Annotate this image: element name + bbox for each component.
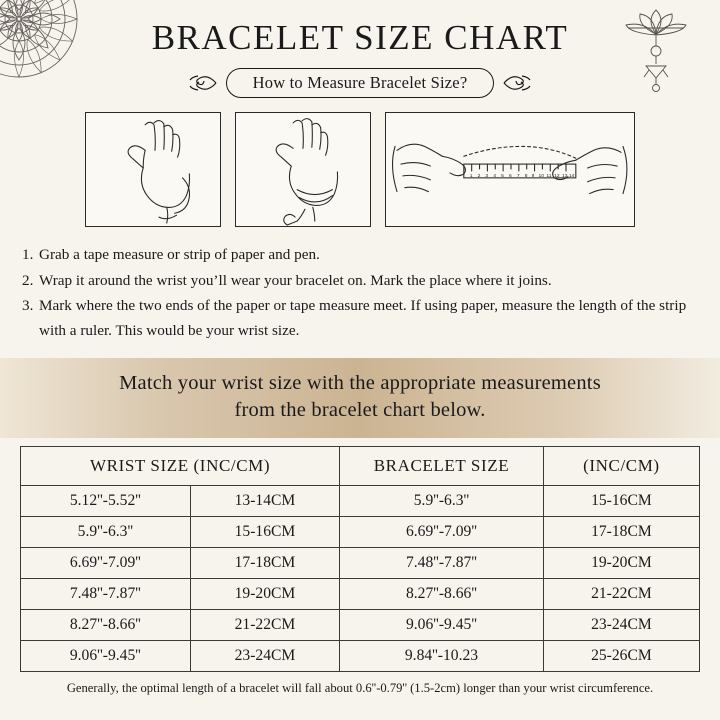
cell-wrist-cm: 19-20CM bbox=[190, 578, 339, 609]
illustration-hand-wrapping-wrist bbox=[235, 112, 371, 227]
header-bracelet-unit: (INC/CM) bbox=[543, 446, 699, 485]
illustration-hand-with-tape-measure bbox=[85, 112, 221, 227]
cell-bracelet-inch: 7.48''-7.87'' bbox=[340, 547, 544, 578]
cell-bracelet-cm: 21-22CM bbox=[543, 578, 699, 609]
svg-text:11: 11 bbox=[546, 173, 552, 179]
svg-text:10: 10 bbox=[538, 173, 544, 179]
cell-wrist-inch: 5.12''-5.52'' bbox=[21, 485, 191, 516]
step-text: Wrap it around the wrist you’ll wear your bracelet on. Mark the place where it joins. bbox=[39, 271, 552, 289]
cell-wrist-cm: 17-18CM bbox=[190, 547, 339, 578]
cell-wrist-inch: 7.48''-7.87'' bbox=[21, 578, 191, 609]
illustration-hands-measuring-with-ruler bbox=[385, 112, 635, 227]
cell-bracelet-cm: 17-18CM bbox=[543, 516, 699, 547]
table-row bbox=[21, 578, 700, 609]
illustration-row bbox=[0, 112, 720, 227]
header-bracelet-size: BRACELET SIZE bbox=[340, 446, 544, 485]
cell-wrist-cm: 15-16CM bbox=[190, 516, 339, 547]
match-size-banner bbox=[0, 358, 720, 438]
svg-text:14: 14 bbox=[568, 173, 575, 179]
cell-bracelet-inch: 9.06''-9.45'' bbox=[340, 609, 544, 640]
step-number: 2. bbox=[22, 271, 34, 289]
svg-text:5: 5 bbox=[501, 173, 504, 179]
header-wrist-size: WRIST SIZE (INC/CM) bbox=[21, 446, 340, 485]
cell-wrist-inch: 6.69''-7.09'' bbox=[21, 547, 191, 578]
flourish-right-icon bbox=[502, 72, 532, 94]
svg-text:2: 2 bbox=[477, 173, 481, 179]
cell-wrist-cm: 21-22CM bbox=[190, 609, 339, 640]
svg-text:13: 13 bbox=[562, 173, 568, 179]
cell-wrist-inch: 5.9''-6.3'' bbox=[21, 516, 191, 547]
cell-bracelet-inch: 5.9''-6.3'' bbox=[340, 485, 544, 516]
instruction-steps bbox=[22, 243, 694, 344]
page-title: BRACELET SIZE CHART bbox=[151, 18, 569, 57]
table-row bbox=[21, 609, 700, 640]
cell-wrist-cm: 23-24CM bbox=[190, 640, 339, 671]
svg-text:3: 3 bbox=[485, 173, 489, 179]
banner-line-1: Match your wrist size with the appropriate measurements bbox=[119, 371, 601, 394]
cell-bracelet-cm: 19-20CM bbox=[543, 547, 699, 578]
svg-text:8: 8 bbox=[524, 173, 528, 179]
list-item bbox=[22, 294, 694, 343]
table-header-row bbox=[21, 446, 700, 485]
cell-wrist-cm: 13-14CM bbox=[190, 485, 339, 516]
svg-text:1: 1 bbox=[469, 173, 473, 179]
cell-wrist-inch: 9.06''-9.45'' bbox=[21, 640, 191, 671]
subtitle-pill: How to Measure Bracelet Size? bbox=[226, 68, 495, 98]
list-item bbox=[22, 243, 694, 268]
cell-wrist-inch: 8.27''-8.66'' bbox=[21, 609, 191, 640]
subtitle-row bbox=[0, 68, 720, 98]
table-row bbox=[21, 516, 700, 547]
svg-text:4: 4 bbox=[493, 173, 497, 179]
banner-line-2: from the bracelet chart below. bbox=[234, 398, 486, 421]
table-row bbox=[21, 547, 700, 578]
table-row bbox=[21, 485, 700, 516]
cell-bracelet-cm: 23-24CM bbox=[543, 609, 699, 640]
footnote: Generally, the optimal length of a bracelet will fall about 0.6''-0.79'' (1.5-2cm) longer than your wrist circumference. bbox=[66, 680, 654, 695]
svg-text:9: 9 bbox=[531, 173, 535, 179]
cell-bracelet-inch: 9.84''-10.23 bbox=[340, 640, 544, 671]
table-row bbox=[21, 640, 700, 671]
svg-text:7: 7 bbox=[516, 173, 520, 179]
cell-bracelet-cm: 15-16CM bbox=[543, 485, 699, 516]
step-text: Mark where the two ends of the paper or tape measure meet. If using paper, measure the length of the strip with a ruler. This would be your wrist size. bbox=[39, 297, 687, 339]
step-number: 1. bbox=[22, 246, 34, 263]
step-number: 3. bbox=[22, 297, 34, 315]
size-table bbox=[20, 446, 700, 672]
svg-text:12: 12 bbox=[554, 173, 560, 179]
svg-text:6: 6 bbox=[509, 173, 512, 179]
cell-bracelet-inch: 6.69''-7.09'' bbox=[340, 516, 544, 547]
flourish-left-icon bbox=[188, 72, 218, 94]
list-item bbox=[22, 269, 694, 294]
cell-bracelet-inch: 8.27''-8.66'' bbox=[340, 578, 544, 609]
step-text: Grab a tape measure or strip of paper and pen. bbox=[39, 246, 320, 263]
cell-bracelet-cm: 25-26CM bbox=[543, 640, 699, 671]
